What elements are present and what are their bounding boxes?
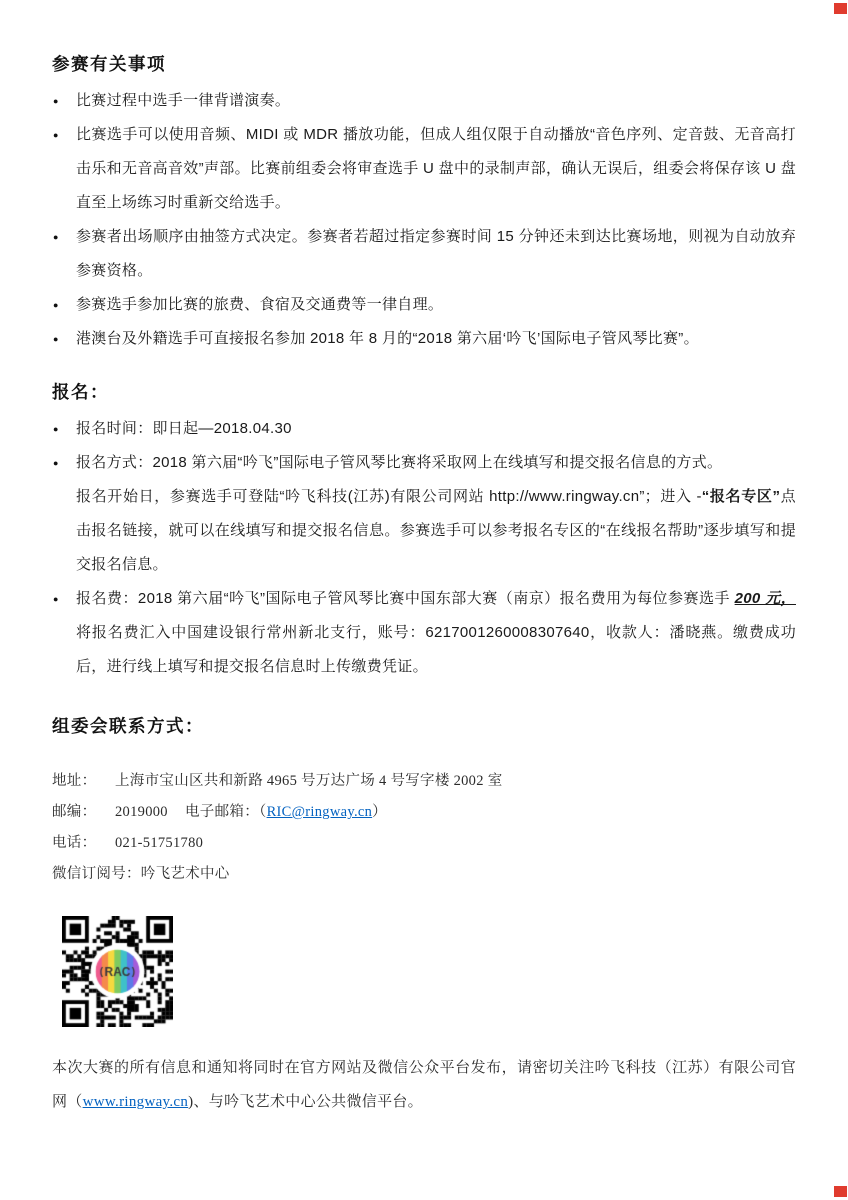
wechat-qr-code [62, 916, 173, 1027]
postcode-value: 2019000 [115, 804, 168, 820]
address-value: 上海市宝山区共和新路 4965 号万达广场 4 号写字楼 2002 室 [115, 773, 503, 789]
list-item-expense-rule [52, 288, 796, 322]
signup-method-detail [76, 480, 796, 582]
text-run: 报名费：2018 第六届“吟飞”国际电子管风琴比赛中国东部大赛（南京）报名费用为每位参赛选手 [76, 590, 735, 607]
text-run: 报名开始日，参赛选手可登陆“吟飞科技(江苏)有限公司网站 http://www.ringway.cn”；进入 - [76, 488, 702, 505]
footer-text-run: 本次大赛的所有信息和通知将同时在官方网站及微信公众平台发布，请密切关注吟飞科技（江苏）有限公司官网（ [52, 1060, 796, 1110]
phone-value: 021-51751780 [115, 835, 204, 851]
signup-method-line: 报名方式：2018 第六届“吟飞”国际电子管风琴比赛将采取网上在线填写和提交报名信息的方式。 [76, 454, 723, 471]
email-paren-close: ） [372, 804, 387, 820]
signup-section-title: 报名： [52, 382, 109, 402]
list-item-playback-rule [52, 118, 796, 220]
bullet-icon: ● [53, 96, 59, 106]
postcode-label: 邮编： [52, 804, 97, 820]
bullet-icon: ● [53, 334, 59, 344]
text-run-bold-signup-zone: “报名专区” [701, 488, 781, 505]
list-item-text: 比赛过程中选手一律背谱演奏。 [76, 92, 291, 109]
signup-bullet-list [52, 412, 796, 684]
bullet-icon: ● [53, 232, 59, 242]
list-item-signup-fee [52, 582, 796, 684]
contact-row-postcode-email [52, 797, 796, 828]
document-content [0, 52, 848, 1119]
footer-text-run: )、与吟飞艺术中心公共微信平台。 [188, 1094, 423, 1110]
list-item-text: 报名时间：即日起—2018.04.30 [76, 420, 292, 437]
qr-code-container [62, 916, 173, 1027]
list-item-overseas-rule [52, 322, 796, 356]
list-item-order-rule [52, 220, 796, 288]
contact-row-address [52, 766, 796, 797]
email-paren-open: （ [259, 804, 267, 820]
wechat-subscription-line: 微信订阅号：吟飞艺术中心 [52, 866, 230, 882]
list-item-memorize-rule [52, 84, 796, 118]
bullet-icon: ● [53, 424, 59, 434]
bullet-icon: ● [53, 300, 59, 310]
red-corner-mark-top-right [834, 3, 847, 14]
contact-row-phone [52, 828, 796, 859]
red-corner-mark-bottom-right [834, 1186, 847, 1197]
address-label: 地址： [52, 773, 97, 789]
list-item-text: 港澳台及外籍选手可直接报名参加 2018 年 8 月的“2018 第六届‘吟飞’国际电子管风琴比赛”。 [76, 330, 699, 347]
email-label: 电子邮箱： [185, 804, 259, 820]
fee-amount-emphasis: 200 元， [734, 590, 796, 607]
bullet-icon: ● [53, 130, 59, 140]
contact-section-title: 组委会联系方式： [52, 716, 204, 736]
list-item-signup-time [52, 412, 796, 446]
email-link[interactable]: RIC@ringway.cn [266, 804, 373, 820]
footer-website-link[interactable]: www.ringway.cn [82, 1094, 189, 1110]
list-item-text: 比赛选手可以使用音频、MIDI 或 MDR 播放功能，但成人组仅限于自动播放“音色序列、定音鼓、无音高打击乐和无音高音效”声部。比赛前组委会将审查选手 U 盘中的录制声部，确认无误后，组委会将保存该 U 盘直至上场练习时重新交给选手。 [76, 126, 796, 211]
list-item-text: 参赛者出场顺序由抽签方式决定。参赛者若超过指定参赛时间 15 分钟还未到达比赛场地，则视为自动放弃参赛资格。 [76, 228, 796, 279]
contact-row-wechat [52, 859, 796, 890]
list-item-signup-method [52, 446, 796, 582]
phone-label: 电话： [52, 835, 97, 851]
bullet-icon: ● [53, 594, 59, 604]
footer-note [52, 1051, 796, 1119]
list-item-text: 参赛选手参加比赛的旅费、食宿及交通费等一律自理。 [76, 296, 444, 313]
text-run: 将报名费汇入中国建设银行常州新北支行，账号：6217001260008307640，收款人：潘晓燕。缴费成功后，进行线上填写和提交报名信息时上传缴费凭证。 [76, 624, 796, 675]
text-run: 点击报名链接，就可以在线填写和提交报名信息。参赛选手可以参考报名专区的“在线报名帮助”逐步填写和提交报名信息。 [76, 488, 796, 573]
bullet-icon: ● [53, 458, 59, 468]
matters-bullet-list [52, 84, 796, 356]
contact-block [52, 766, 796, 890]
matters-section-title: 参赛有关事项 [52, 54, 166, 74]
